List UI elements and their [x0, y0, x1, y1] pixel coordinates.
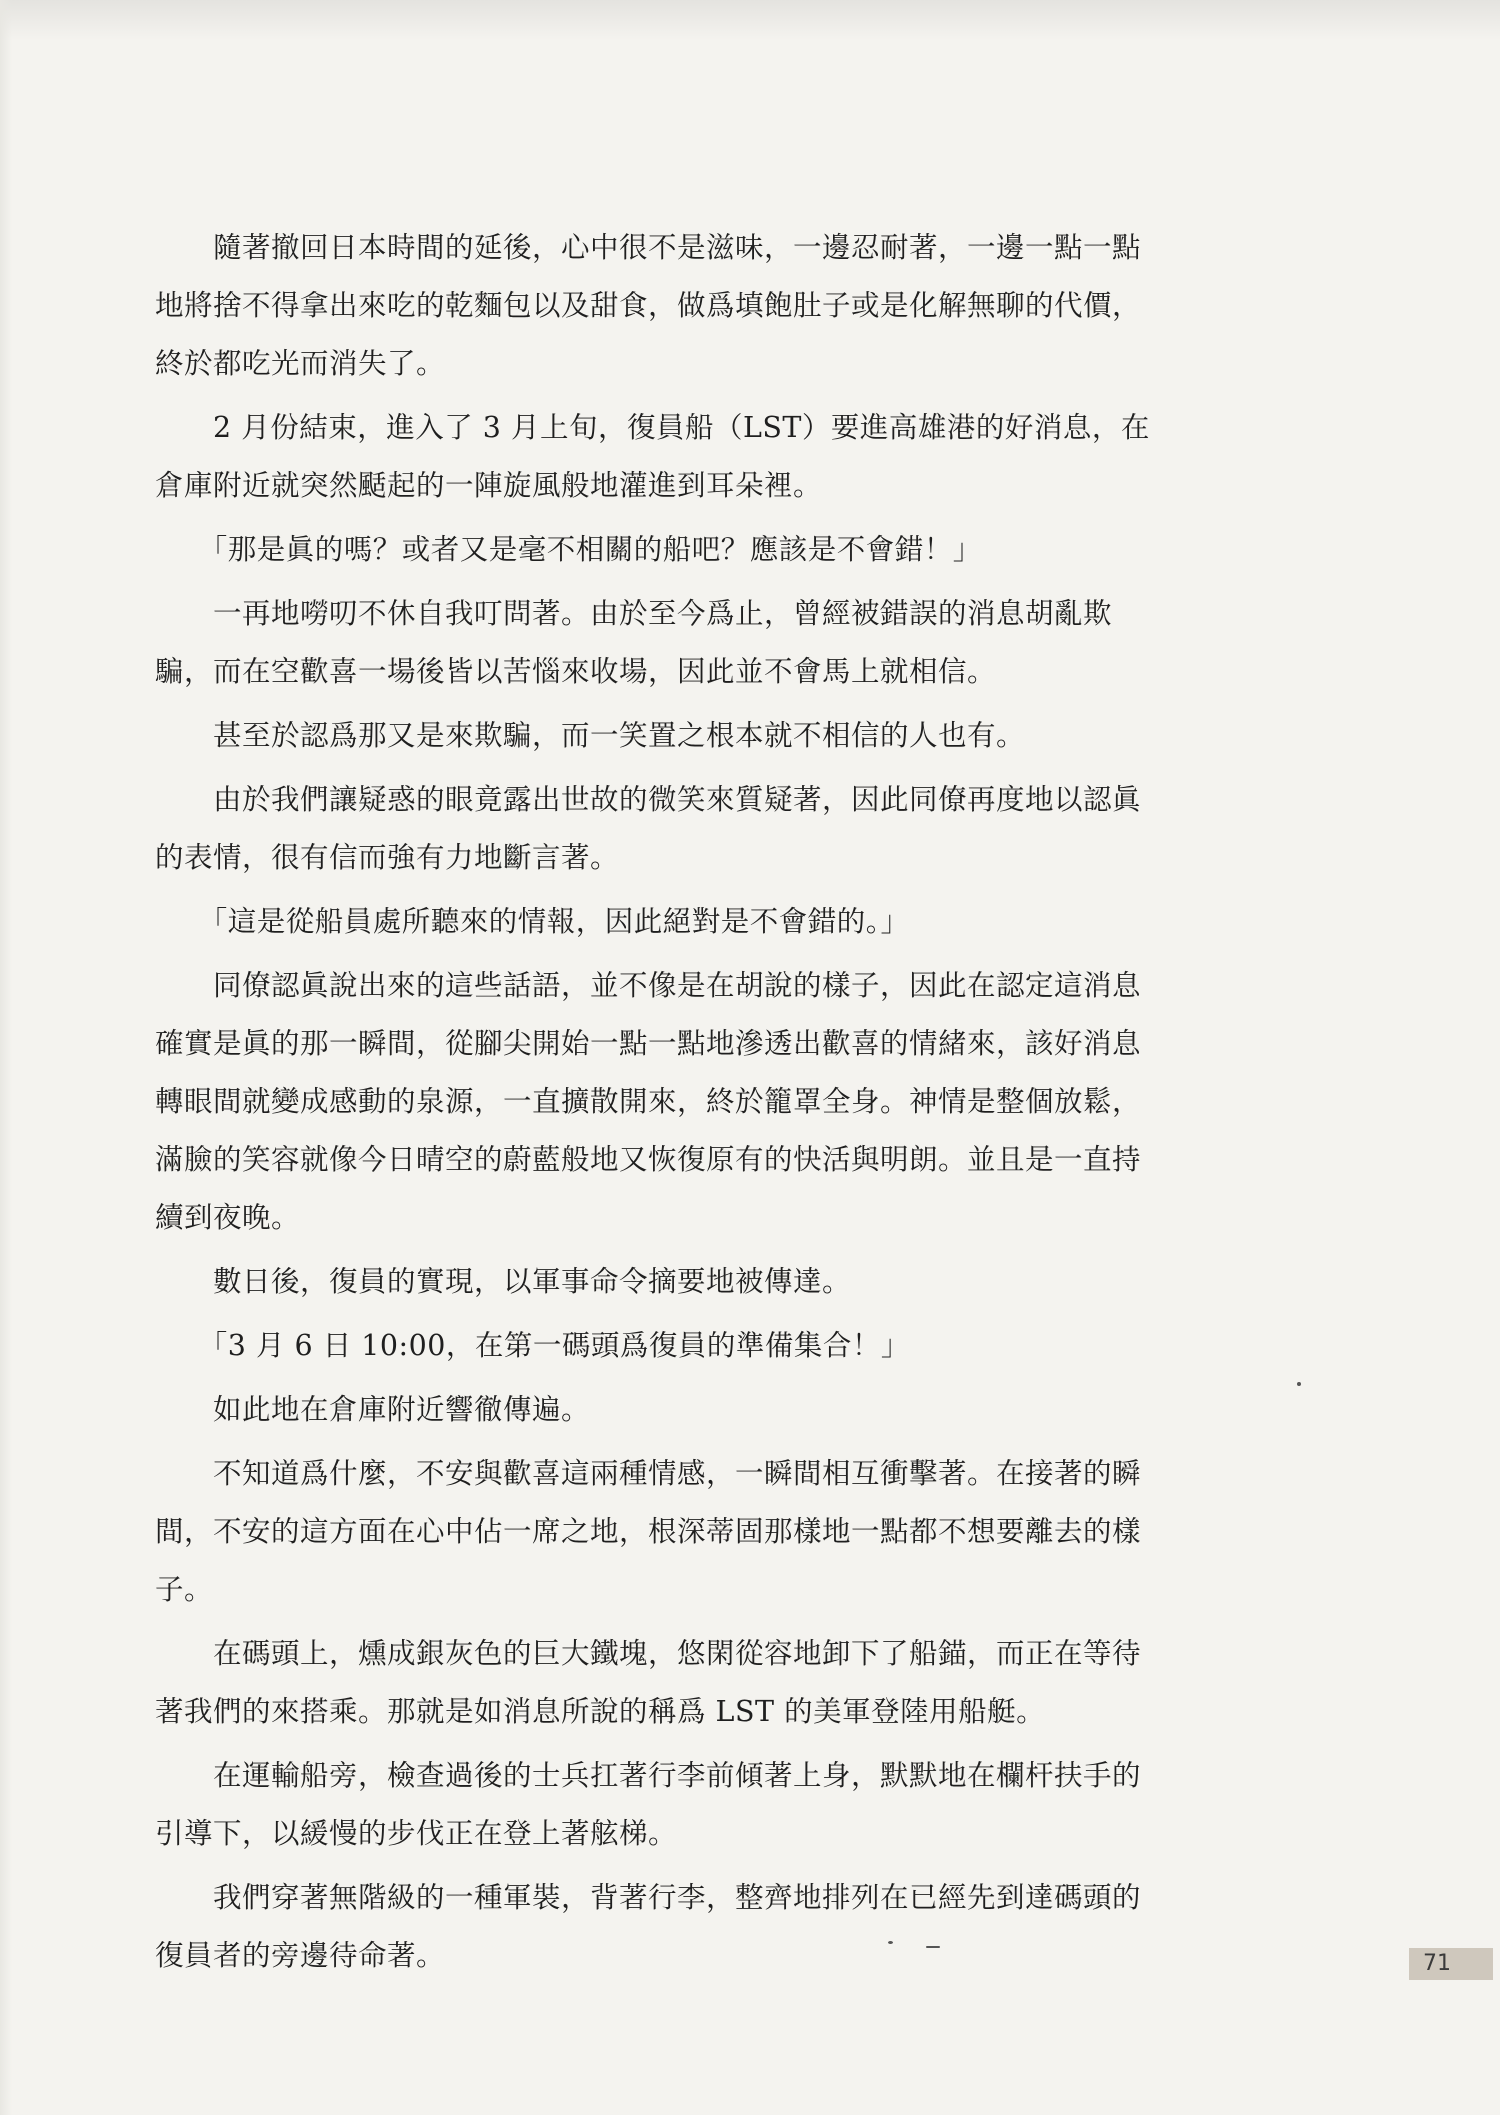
- scan-speck: [926, 1946, 940, 1948]
- text-line: 滿臉的笑容就像今日晴空的蔚藍般地又恢復原有的快活與明朗。並且是一直持: [155, 1143, 1142, 1176]
- scan-speck: [1297, 1382, 1301, 1386]
- page-left-edge: [0, 0, 12, 2115]
- text-line: 一再地嘮叨不休自我叮問著。由於至今爲止，曾經被錯誤的消息胡亂欺: [155, 597, 1113, 630]
- text-line: 2 月份結束，進入了 3 月上旬，復員船（LST）要進高雄港的好消息，在: [155, 411, 1150, 444]
- text-line: 地將捨不得拿出來吃的乾麵包以及甜食，做爲填飽肚子或是化解無聊的代價，: [155, 289, 1142, 322]
- text-line: 續到夜晚。: [155, 1201, 301, 1234]
- text-line: 由於我們讓疑惑的眼竟露出世故的微笑來質疑著，因此同僚再度地以認眞: [155, 783, 1142, 816]
- text-line: 倉庫附近就突然颳起的一陣旋風般地灌進到耳朵裡。: [155, 469, 823, 502]
- text-line: 在運輸船旁，檢查過後的士兵扛著行李前傾著上身，默默地在欄杆扶手的: [155, 1759, 1142, 1792]
- text-line: 我們穿著無階級的一種軍裝，背著行李，整齊地排列在已經先到達碼頭的: [155, 1881, 1142, 1914]
- text-line: 引導下，以緩慢的步伐正在登上著舷梯。: [155, 1817, 678, 1850]
- text-line: 「3 月 6 日 10:00，在第一碼頭爲復員的準備集合！」: [155, 1329, 910, 1362]
- text-line: 子。: [155, 1573, 214, 1606]
- text-line: 轉眼間就變成感動的泉源，一直擴散開來，終於籠罩全身。神情是整個放鬆，: [155, 1085, 1142, 1118]
- text-line: 間，不安的這方面在心中佔一席之地，根深蒂固那樣地一點都不想要離去的樣: [155, 1515, 1142, 1548]
- scan-speck: [888, 1941, 893, 1944]
- text-line: 在碼頭上，燻成銀灰色的巨大鐵塊，悠閑從容地卸下了船錨，而正在等待: [155, 1637, 1142, 1670]
- text-line: 同僚認眞說出來的這些話語，並不像是在胡說的樣子，因此在認定這消息: [155, 969, 1142, 1002]
- text-line: 「那是眞的嗎？或者又是毫不相關的船吧？應該是不會錯！」: [155, 533, 982, 566]
- text-line: 著我們的來搭乘。那就是如消息所說的稱爲 LST 的美軍登陸用船艇。: [155, 1695, 1046, 1728]
- text-line: 甚至於認爲那又是來欺騙，而一笑置之根本就不相信的人也有。: [155, 719, 1026, 752]
- text-line: 騙，而在空歡喜一場後皆以苦惱來收場，因此並不會馬上就相信。: [155, 655, 997, 688]
- text-line: 數日後，復員的實現，以軍事命令摘要地被傳達。: [155, 1265, 852, 1298]
- text-line: 終於都吃光而消失了。: [155, 347, 446, 380]
- text-line: 的表情，很有信而強有力地斷言著。: [155, 841, 620, 874]
- text-line: 如此地在倉庫附近響徹傳遍。: [155, 1393, 591, 1426]
- page-number: 71: [1409, 1948, 1493, 1980]
- text-line: 「這是從船員處所聽來的情報，因此絕對是不會錯的。」: [155, 905, 910, 938]
- text-line: 隨著撤回日本時間的延後，心中很不是滋味，一邊忍耐著，一邊一點一點: [155, 231, 1142, 264]
- text-line: 確實是眞的那一瞬間，從腳尖開始一點一點地滲透出歡喜的情緒來，該好消息: [155, 1027, 1142, 1060]
- page-top-shadow: [0, 0, 1500, 40]
- text-line: 復員者的旁邊待命著。: [155, 1939, 446, 1972]
- text-line: 不知道爲什麼，不安與歡喜這兩種情感，一瞬間相互衝擊著。在接著的瞬: [155, 1457, 1142, 1490]
